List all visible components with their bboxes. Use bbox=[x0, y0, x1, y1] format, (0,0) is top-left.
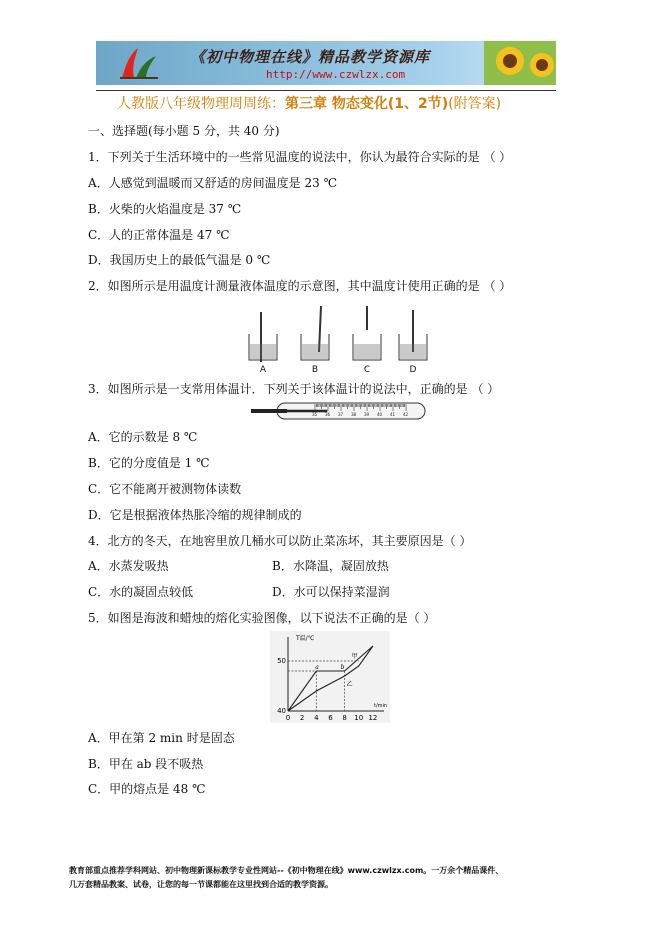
y-axis-label: T温/℃ bbox=[296, 635, 315, 642]
question-5: 5．如图是海波和蜡烛的熔化实验图像，以下说法不正确的是（ ） bbox=[88, 611, 436, 625]
header-banner bbox=[96, 41, 556, 85]
x-tick-label: 2 bbox=[299, 714, 305, 722]
thermometer-scale-label: 41 bbox=[390, 412, 396, 417]
y-tick-label: 50 bbox=[277, 657, 286, 665]
point-a-label: a bbox=[315, 664, 319, 671]
x-tick-label: 0 bbox=[285, 714, 291, 722]
point-b-label: b bbox=[340, 664, 345, 671]
q4-option-b: B．水降温，凝固放热 bbox=[272, 559, 389, 573]
thermometer-scale-label: 35 bbox=[312, 412, 318, 417]
figure-label-c: C bbox=[363, 365, 371, 374]
thermometer-scale-label: 36 bbox=[325, 412, 331, 417]
page-footer bbox=[69, 864, 503, 892]
series-label-yi: 乙 bbox=[346, 681, 353, 688]
x-axis-label: t/min bbox=[374, 703, 388, 709]
question-1: 1．下列关于生活环境中的一些常见温度的说法中，你认为最符合实际的是 （ ） bbox=[88, 150, 512, 164]
x-tick-label: 12 bbox=[368, 714, 378, 722]
q5-option-a: A．甲在第 2 min 时是固态 bbox=[88, 731, 235, 745]
q5-option-c: C．甲的熔点是 48 ℃ bbox=[88, 782, 206, 796]
melting-chart bbox=[270, 631, 390, 723]
q1-option-d: D．我国历史上的最低气温是 0 ℃ bbox=[88, 253, 271, 267]
series-label-jia: 甲 bbox=[351, 653, 358, 660]
q4-option-d: D．水可以保持菜湿润 bbox=[272, 585, 390, 599]
q1-option-a: A．人感觉到温暖而又舒适的房间温度是 23 ℃ bbox=[88, 176, 337, 190]
footer-line-2: 几万套精品教案、试卷，让您的每一节课都能在这里找到合适的教学资源。 bbox=[69, 880, 333, 889]
section-heading: 一、选择题(每小题 5 分，共 40 分) bbox=[88, 124, 280, 138]
banner-title: 《初中物理在线》精品教学资源库 bbox=[190, 48, 431, 66]
q3-option-a: A．它的示数是 8 ℃ bbox=[88, 430, 198, 444]
question-2: 2．如图所示是用温度计测量液体温度的示意图，其中温度计使用正确的是 （ ） bbox=[88, 279, 512, 293]
sunflower-icon bbox=[484, 41, 556, 85]
thermometer-scale-label: 39 bbox=[364, 412, 370, 417]
x-tick-label: 6 bbox=[328, 714, 333, 722]
question-3: 3．如图所示是一支常用体温计．下列关于该体温计的说法中，正确的是 （ ） bbox=[88, 382, 500, 396]
header-rule bbox=[96, 90, 556, 91]
thermometer-scale-label: 38 bbox=[351, 412, 357, 417]
banner-url[interactable]: http://www.czwlzx.com bbox=[266, 68, 406, 81]
question-4: 4．北方的冬天，在地窖里放几桶水可以防止菜冻坏，其主要原因是（ ） bbox=[88, 534, 472, 548]
figure-label-b: B bbox=[311, 365, 319, 374]
thermometer-scale-label: 40 bbox=[377, 412, 383, 417]
q4-option-c: C．水的凝固点较低 bbox=[88, 585, 194, 599]
clinical-thermometer-figure bbox=[251, 400, 427, 422]
x-tick-label: 4 bbox=[314, 714, 319, 722]
thermometer-scale-label: 37 bbox=[338, 412, 344, 417]
figure-label-a: A bbox=[259, 365, 267, 374]
beaker-thermometer-figure bbox=[243, 304, 431, 374]
q4-option-a: A．水蒸发吸热 bbox=[88, 559, 169, 573]
figure-label-d: D bbox=[409, 365, 417, 374]
x-tick-label: 10 bbox=[354, 714, 364, 722]
q3-option-c: C．它不能离开被测物体读数 bbox=[88, 482, 242, 496]
page-title: 人教版八年级物理周周练：第三章 物态变化(1、2节)(附答案) bbox=[117, 96, 502, 112]
x-tick-label: 8 bbox=[342, 714, 347, 722]
q3-option-b: B．它的分度值是 1 ℃ bbox=[88, 456, 210, 470]
thermometer-scale-label: 42 bbox=[403, 412, 409, 417]
q5-option-b: B．甲在 ab 段不吸热 bbox=[88, 757, 204, 771]
q1-option-c: C．人的正常体温是 47 ℃ bbox=[88, 228, 230, 242]
logo-icon bbox=[116, 44, 160, 82]
footer-line-1: 教育部重点推荐学科网站、初中物理新课标教学专业性网站--《初中物理在线》www.czwlzx.com。一万余个精品课件、 bbox=[69, 866, 504, 875]
q3-option-d: D．它是根据液体热胀冷缩的规律制成的 bbox=[88, 508, 302, 522]
q1-option-b: B．火柴的火焰温度是 37 ℃ bbox=[88, 202, 242, 216]
y-tick-label: 40 bbox=[277, 707, 286, 715]
mercury-column bbox=[287, 410, 327, 412]
